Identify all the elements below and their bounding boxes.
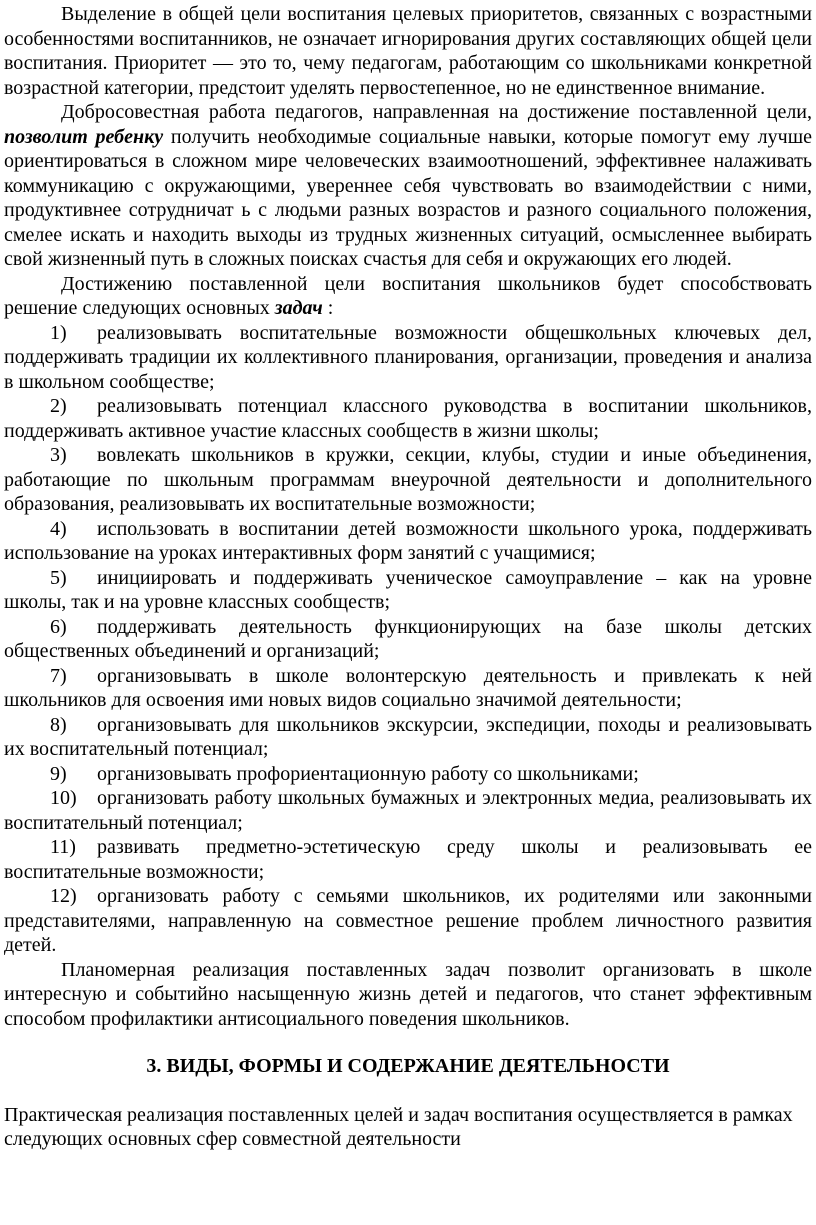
section-heading: 3. ВИДЫ, ФОРМЫ И СОДЕРЖАНИЕ ДЕЯТЕЛЬНОСТИ [146,1055,670,1077]
paragraph-text: : [322,297,334,319]
list-item-number: 6) [50,615,67,638]
list-item-number: 7) [50,664,67,687]
list-item-text: реализовывать воспитательные возможности общешкольных ключевых дел, поддерживать традиции их коллективного планирования, организации, проведения и анализа в школьном сообществе; [4,321,812,393]
list-item-text: вовлекать школьников в кружки, секции, клубы, студии и иные объединения, работающие по школьным программам внеурочной деятельности и дополнительного образования, реализовывать их воспитательные возможности; [4,444,812,515]
paragraph-planned-implementation: Планомерная реализация поставленных задач позволит организовать в школе интересную и событийно насыщенную жизнь детей и педагогов, что станет эффективным способом профилактики антисоциального поведения школьников. [4,958,812,1030]
task-list [4,321,812,958]
list-item [4,786,812,835]
list-item-text: реализовывать потенциал классного руководства в воспитании школьников, поддерживать активное участие классных сообществ в жизни школы; [4,395,812,442]
paragraph-text: получить необходимые социальные навыки, которые помогут ему лучше ориентироваться в сложном мире человеческих взаимоотношений, эффективнее налаживать коммуникацию с окружающими, увереннее себя чувствовать во взаимодействии с ними, продуктивнее сотрудничат ь с людьми разных возрастов и разного социального положения, смелее искать и находить выходы из трудных жизненных ситуаций, осмысленнее выбирать свой жизненный путь в сложных поисках счастья для себя и окружающих его людей. [4,125,812,270]
list-item [4,321,812,395]
list-item [4,762,812,787]
emphasis-text: задач [274,297,323,319]
paragraph-priorities: Выделение в общей цели воспитания целевых приоритетов, связанных с возрастными особенностями воспитанников, не означает игнорирования других составляющих общей цели воспитания. Приоритет — это то, чему педагогам, работающим со школьниками конкретной возрастной категории, предстоит уделять первостепенное, но не единственное внимание. [4,3,812,99]
list-item-text: организовывать для школьников экскурсии, экспедиции, походы и реализовывать их воспитательный потенциал; [4,713,812,760]
list-item-text: организовать работу с семьями школьников, их родителями или законными представителями, направленную на совместное решение проблем личностного развития детей. [4,885,812,956]
list-item-number: 3) [50,444,67,466]
list-item-number: 2) [50,395,67,417]
list-item-number: 5) [50,566,67,589]
list-item [4,394,812,443]
list-item-text: развивать предметно-эстетическую среду школы и реализовывать ее воспитательные возможности; [4,836,812,883]
list-item-number: 1) [50,321,67,344]
paragraph-tasks-intro [4,272,812,321]
list-item [4,664,812,713]
paragraph-conscientious-work [4,100,812,272]
list-item-text: организовывать профориентационную работу со школьниками; [97,762,639,785]
list-item [4,835,812,884]
list-item [4,615,812,664]
list-item-number: 11) [50,836,76,858]
list-item-number: 9) [50,762,67,785]
section-intro: Практическая реализация поставленных целей и задач воспитания осуществляется в рамках следующих основных сфер совместной деятельности [4,1103,793,1150]
emphasis-text: позволит ребенку [4,125,164,148]
paragraph-text: Добросовестная работа педагогов, направленная на достижение поставленной цели, [61,101,812,123]
list-item [4,566,812,615]
list-item-number: 8) [50,713,67,736]
list-item-text: организовывать в школе волонтерскую деятельность и привлекать к ней школьников для освоения ими новых видов социально значимой деятельности; [4,664,812,711]
list-item-text: инициировать и поддерживать ученическое самоуправление – как на уровне школы, так и на уровне классных сообществ; [4,566,812,613]
list-item [4,884,812,958]
list-item [4,517,812,566]
list-item-text: организовать работу школьных бумажных и электронных медиа, реализовывать их воспитательный потенциал; [4,787,812,834]
list-item-number: 4) [50,517,67,540]
list-item-text: использовать в воспитании детей возможности школьного урока, поддерживать использование на уроках интерактивных форм занятий с учащимися; [4,517,812,564]
list-item [4,443,812,517]
list-item-number: 10) [50,787,77,809]
paragraph-text: Достижению поставленной цели воспитания школьников будет способствовать решение следующих основных [4,272,812,319]
list-item [4,713,812,762]
list-item-text: поддерживать деятельность функционирующих на базе школы детских общественных объединений и организаций; [4,615,812,662]
list-item-number: 12) [50,885,77,907]
